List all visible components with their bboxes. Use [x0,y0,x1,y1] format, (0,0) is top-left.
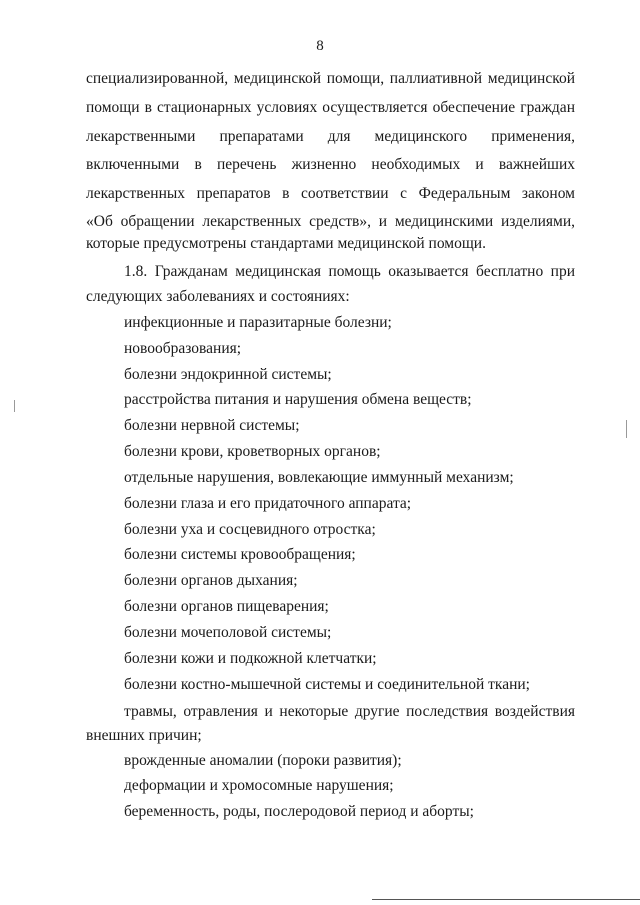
paragraph-line: лекарственных препаратов в соответствии с Федеральным законом [86,185,575,202]
paragraph-line: следующих заболеваниях и состояниях: [86,288,350,305]
list-item: врожденные аномалии (пороки развития); [124,752,402,769]
scan-speck [14,400,15,412]
list-item: расстройства питания и нарушения обмена веществ; [124,391,472,408]
scan-speck [626,420,627,438]
list-item: отдельные нарушения, вовлекающие иммунный механизм; [124,469,514,486]
list-item: деформации и хромосомные нарушения; [124,777,394,794]
list-item: болезни кожи и подкожной клетчатки; [124,650,377,667]
scan-edge-line [372,899,640,900]
list-item: болезни нервной системы; [124,417,300,434]
list-item: беременность, роды, послеродовой период и аборты; [124,803,474,820]
list-item-continuation: внешних причин; [86,727,202,744]
paragraph-line: специализированной, медицинской помощи, паллиативной медицинской [86,70,575,87]
list-item: травмы, отравления и некоторые другие последствия воздействия [124,703,575,720]
list-item: болезни глаза и его придаточного аппарата; [124,495,412,512]
list-item: болезни органов пищеварения; [124,598,329,615]
list-item: болезни мочеполовой системы; [124,624,332,641]
paragraph-line: «Об обращении лекарственных средств», и медицинскими изделиями, [86,213,575,230]
list-item: болезни костно-мышечной системы и соединительной ткани; [124,676,530,693]
paragraph-line: лекарственными препаратами для медицинского применения, [86,128,575,145]
list-item: инфекционные и паразитарные болезни; [124,314,392,331]
list-item: болезни крови, кроветворных органов; [124,443,381,460]
page-number: 8 [316,38,324,54]
list-item: болезни системы кровообращения; [124,546,356,563]
paragraph-line: которые предусмотрены стандартами медицинской помощи. [86,235,486,252]
paragraph-line: включенными в перечень жизненно необходимых и важнейших [86,156,575,173]
list-item: болезни уха и сосцевидного отростка; [124,521,376,538]
paragraph-line: помощи в стационарных условиях осуществляется обеспечение граждан [86,99,575,116]
paragraph-line: 1.8. Гражданам медицинская помощь оказывается бесплатно при [124,263,575,280]
list-item: болезни эндокринной системы; [124,366,332,383]
list-item: болезни органов дыхания; [124,572,298,589]
list-item: новообразования; [124,340,242,357]
